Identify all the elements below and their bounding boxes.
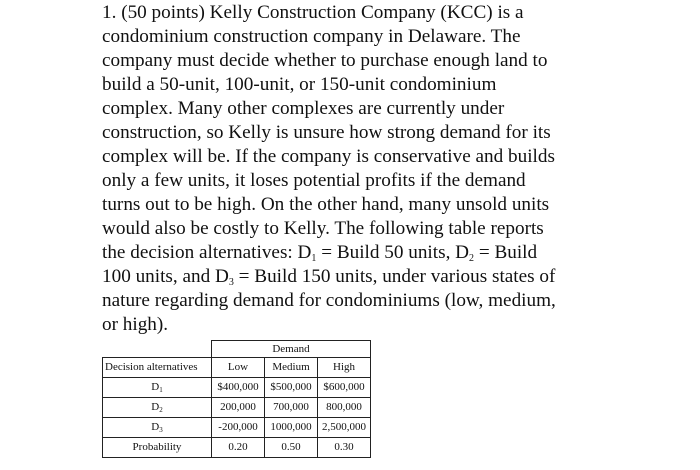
- decision-table-wrapper: [102, 340, 371, 458]
- problem-line-14: or high).: [102, 314, 169, 335]
- row-label-d3: [103, 418, 212, 438]
- row-label-text: D: [151, 421, 160, 433]
- cell-d1-high: $600,000: [318, 378, 371, 398]
- row-label-subscript: 3: [159, 426, 163, 434]
- cell-d1-medium: $500,000: [265, 378, 318, 398]
- column-header-low: Low: [212, 358, 265, 378]
- subscript-1: 1: [311, 253, 317, 264]
- problem-line-9: turns out to be high. On the other hand, many unsold units: [102, 194, 550, 215]
- problem-line-8: only a few units, it loses potential profits if the demand: [102, 170, 526, 191]
- line-11-part-b: = Build 50 units, D: [316, 242, 470, 263]
- row-label-text: D: [151, 401, 160, 413]
- table-corner-blank: [103, 341, 212, 358]
- probability-medium: 0.50: [265, 438, 318, 458]
- problem-line-7: complex will be. If the company is conservative and builds: [102, 146, 555, 167]
- cell-d3-medium: 1000,000: [265, 418, 318, 438]
- column-header-high: High: [318, 358, 371, 378]
- cell-d1-low: $400,000: [212, 378, 265, 398]
- decision-alternatives-header: Decision alternatives: [103, 358, 212, 378]
- subscript-2: 2: [469, 253, 475, 264]
- table-row: [103, 418, 371, 438]
- problem-line-1: 1. (50 points) Kelly Construction Company (KCC) is a: [102, 2, 524, 23]
- line-11-part-c: = Build: [474, 242, 538, 263]
- problem-line-13: nature regarding demand for condominiums (low, medium,: [102, 290, 556, 311]
- cell-d3-high: 2,500,000: [318, 418, 371, 438]
- table-row-probability: [103, 438, 371, 458]
- problem-line-6: construction, so Kelly is unsure how strong demand for its: [102, 122, 551, 143]
- probability-high: 0.30: [318, 438, 371, 458]
- cell-d3-low: -200,000: [212, 418, 265, 438]
- line-12-part-b: = Build 150 units, under various states of: [233, 266, 556, 287]
- column-header-medium: Medium: [265, 358, 318, 378]
- table-header-group-row: [103, 341, 371, 358]
- row-label-subscript: 2: [159, 406, 163, 414]
- row-label-d1: [103, 378, 212, 398]
- problem-line-5: complex. Many other complexes are currently under: [102, 98, 505, 119]
- problem-line-10: would also be costly to Kelly. The following table reports: [102, 218, 544, 239]
- problem-line-4: build a 50-unit, 100-unit, or 150-unit condominium: [102, 74, 497, 95]
- subscript-3: 3: [228, 277, 234, 288]
- row-label-d2: [103, 398, 212, 418]
- probability-label: Probability: [103, 438, 212, 458]
- table-column-header-row: [103, 358, 371, 378]
- problem-line-12: [102, 265, 607, 289]
- cell-d2-low: 200,000: [212, 398, 265, 418]
- problem-line-11: [102, 241, 607, 265]
- decision-table: [102, 340, 371, 458]
- problem-line-3: company must decide whether to purchase enough land to: [102, 50, 548, 71]
- cell-d2-medium: 700,000: [265, 398, 318, 418]
- line-12-part-a: 100 units, and D: [102, 266, 229, 287]
- problem-line-2: condominium construction company in Delaware. The: [102, 26, 521, 47]
- demand-header: Demand: [212, 341, 371, 358]
- row-label-subscript: 1: [159, 386, 163, 394]
- line-11-part-a: the decision alternatives: D: [102, 242, 312, 263]
- table-row: [103, 378, 371, 398]
- table-row: [103, 398, 371, 418]
- probability-low: 0.20: [212, 438, 265, 458]
- cell-d2-high: 800,000: [318, 398, 371, 418]
- row-label-text: D: [151, 381, 160, 393]
- problem-statement: [102, 1, 607, 337]
